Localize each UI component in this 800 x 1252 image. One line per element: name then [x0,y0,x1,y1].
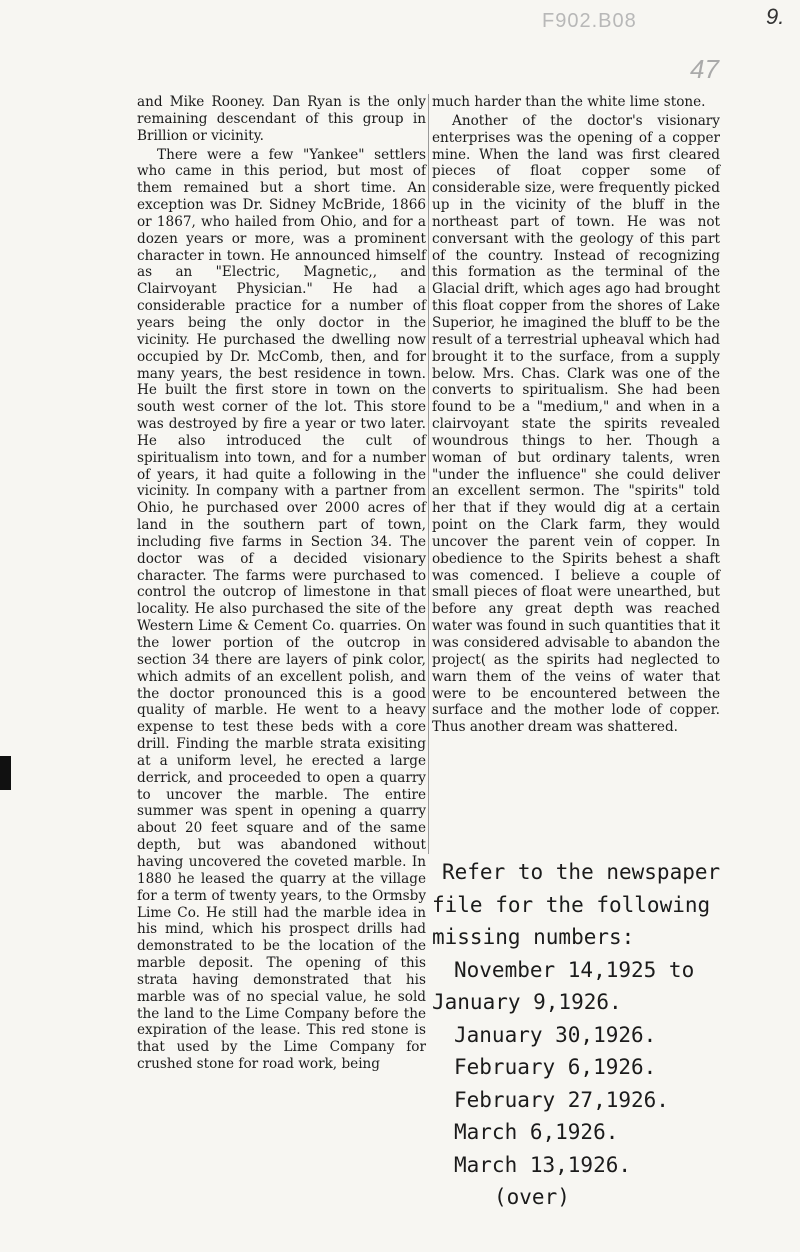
typed-note [420,856,760,1214]
pencil-note: 47 [690,54,719,84]
column-divider [428,94,429,854]
typed-line: November 14,1925 to [454,957,695,982]
right-paragraph: Another of the doctor's visionary enterprises was the opening of a copper mine. When the land was first cleared pieces of float copper some of considerable size, were frequently picked up in the vicinity of the bluff in the northeast part of town. He was not conversant with the geology of this part of the country. Instead of recognizing this formation as the terminal of the Glacial drift, which ages ago had brought this float copper from the shores of Lake Superior, he imagined the bluff to be the result of a terrestrial upheaval which had brought it to the surface, from a supply below. Mrs. Chas. Clark was one of the converts to spiritualism. She had been found to be a "medium," and when in a clairvoyant state the spirits revealed woundrous things to her. Though a woman of but ordinary talents, wren "under the influence" she could deliver an excellent sermon. The "spirits" told her that if they would dig at a certain point on the Clark farm, they would uncover the parent vein of copper. In obedience to the Spirits behest a shaft was comenced. I believe a couple of small pieces of float were unearthed, but before any great depth was reached water was found in such quantities that it was considered advisable to abandon the project( as the spirits had neglected to warn them of the veins of water that were to be encountered between the surface and the mother lode of copper. Thus another dream was shattered. [432,112,720,736]
typed-line: January 9,1926. [432,990,622,1014]
typed-line: February 6,1926. [454,1055,657,1079]
typed-line: file for the following [432,892,711,917]
typed-line: January 30,1926. [454,1022,657,1047]
left-column [137,94,426,1073]
scan-edge-mark [0,756,11,790]
typed-line: missing numbers: [432,925,635,949]
typed-line: March 13,1926. [454,1152,632,1177]
left-paragraph: There were a few "Yankee" settlers who came in this period, but most of them remained but a short time. An exception was Dr. Sidney McBride, 1866 or 1867, who hailed from Ohio, and for a dozen years or more, was a prominent character in town. He announced himself as an "Electric, Magnetic,, and Clairvoyant Physician." He had a considerable practice for a number of years being the only doctor in the vicinity. He purchased the dwelling now occupied by Dr. McComb, then, and for many years, the best residence in town. He built the first store in town on the south west corner of the lot. This store was destroyed by fire a year or two later. He also introduced the cult of spiritualism into town, and for a number of years, it had quite a following in the vicinity. In company with a partner from Ohio, he purchased over 2000 acres of land in the southern part of town, including five farms in Section 34. The doctor was of a decided visionary character. The farms were purchased to control the outcrop of limestone in that locality. He also purchased the site of the Western Lime & Cement Co. quarries. On the lower portion of the outcrop in section 34 there are layers of pink color, which admits of an excellent polish, and the doctor pronounced this is a good quality of marble. He went to a heavy expense to test these beds with a core drill. Finding the marble strata exisiting at a uniform level, he erected a large derrick, and proceeded to open a quarry to uncover the marble. The entire summer was spent in opening a quarry about 20 feet square and of the same depth, but was abandoned without having uncovered the coveted marble. In 1880 he leased the quarry at the village for a term of twenty years, to the Ormsby Lime Co. He still had the marble idea in his mind, which his prospect drills had demonstrated to be the location of the marble deposit. The opening of this strata having demonstrated that his marble was of no special value, he sold the land to the Lime Company before the expiration of the lease. This red stone is that used by the Lime Company for crushed stone for road work, being [137,146,426,1073]
left-paragraph: and Mike Rooney. Dan Ryan is the only remaining descendant of this group in Brillion or vicinity. [137,94,426,144]
typed-line: (over) [494,1185,570,1209]
right-column [432,94,720,736]
typed-line: March 6,1926. [454,1120,619,1144]
page-number: 9. [766,4,785,29]
catalog-stamp: F902.B08 [542,10,637,32]
typed-line: Refer to the newspaper [442,860,721,884]
typed-line: February 27,1926. [454,1087,669,1112]
right-paragraph: much harder than the white lime stone. [432,94,706,110]
